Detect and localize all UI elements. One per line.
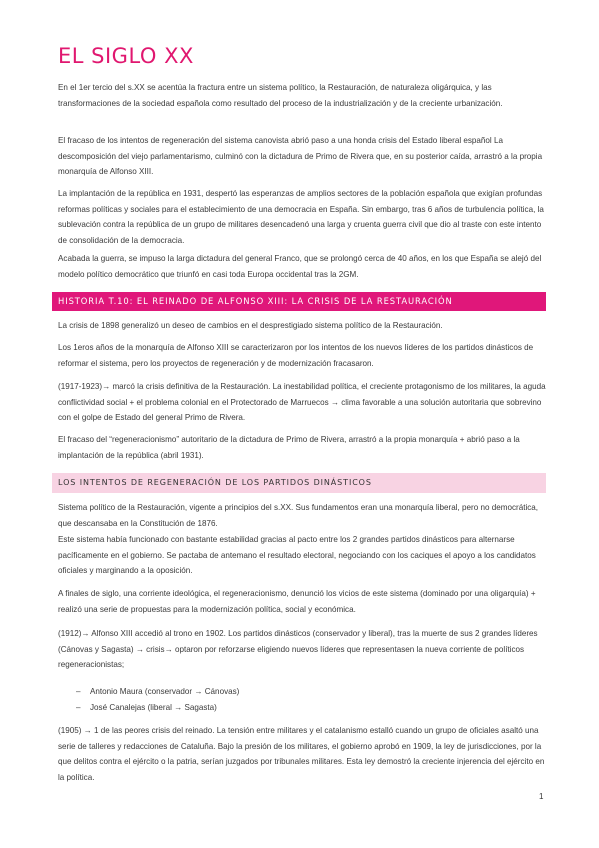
intro-paragraph-1: En el 1er tercio del s.XX se acentúa la fractura entre un sistema político, la Restauración, de naturaleza oligárquica, y las transformaciones de la sociedad española como resultado del proceso de la industrialización y de la creciente urbanización. <box>58 83 503 108</box>
section1-paragraph-1: La crisis de 1898 generalizó un deseo de cambios en el desprestigiado sistema político de la Restauración. <box>58 321 443 330</box>
page-title: EL SIGLO XX <box>58 44 194 68</box>
section-heading-banner <box>52 292 546 311</box>
section2-paragraph-1: Sistema político de la Restauración, vigente a principios del s.XX. Sus fundamentos eran una monarquía liberal, pero no democrática, que descansaba en la Constitución de 1876. <box>58 503 539 528</box>
section2-paragraph-4: (1912)→ Alfonso XIII accedió al trono en 1902. Los partidos dinásticos (conservador y liberal), tras la muerte de sus 2 grandes líderes (Cánovas y Sagasta) → crisis→ optaron por reforzarse eligiendo nuevos líderes que representasen la nueva corriente de políticos regeneracionistas; <box>58 629 538 669</box>
subsection-heading-band <box>52 473 546 493</box>
section1-paragraph-2: Los 1eros años de la monarquía de Alfonso XIII se caracterizaron por los intentos de los nuevos líderes de los partidos dinásticos de reformar el sistema, pero los proyectos de regeneración y de modernización fracasaron. <box>58 343 534 368</box>
subsection-heading-text: LOS INTENTOS DE REGENERACIÓN DE LOS PARTIDOS DINÁSTICOS <box>58 478 372 487</box>
section1-paragraph-4: El fracaso del “regeneracionismo” autoritario de la dictadura de Primo de Rivera, arrastró a la propia monarquía + abrió paso a la implantación de la república (abril 1931). <box>58 435 520 460</box>
section1-paragraph-3: (1917-1923)→ marcó la crisis definitiva de la Restauración. La inestabilidad política, el creciente protagonismo de los militares, la aguda conflictividad social + el problema colonial en el Protectorado de Marruecos → clima favorable a una solución autoritaria que sobrevino con el golpe de Estado del general Primo de Rivera. <box>58 382 546 422</box>
list-item-text: Antonio Maura (conservador → Cánovas) <box>90 687 240 696</box>
intro-paragraph-2: El fracaso de los intentos de regeneración del sistema canovista abrió paso a una honda crisis del Estado liberal español La descomposición del viejo parlamentarismo, culminó con la dictadura de Primo de Rivera que, en su posterior caída, arrastró a la propia monarquía de Alfonso XIII. <box>58 136 543 176</box>
page-number: 1 <box>539 792 544 801</box>
section-heading-text: HISTORIA T.10: EL REINADO DE ALFONSO XIII: LA CRISIS DE LA RESTAURACIÓN <box>58 296 453 306</box>
intro-paragraph-4: Acabada la guerra, se impuso la larga dictadura del general Franco, que se prolongó cerca de 40 años, en los que España se alejó del modelo político democrático que triunfó en casi toda Europa occidental tras la 2GM. <box>58 254 542 279</box>
intro-paragraph-3: La implantación de la república en 1931, despertó las esperanzas de amplios sectores de la población española que exigían profundas reformas políticas y sociales para el establecimiento de una democracia en España. Sin embargo, tras 6 años de turbulencia política, la sublevación contra la república de un grupo de militares desencadenó una larga y cruenta guerra civil que dio al traste con este intento de consolidación de la democracia. <box>58 189 544 245</box>
list-dash: – <box>76 687 81 696</box>
list-item <box>76 687 239 696</box>
list-dash: – <box>76 703 81 712</box>
section2-paragraph-3: A finales de siglo, una corriente ideológica, el regeneracionismo, denunció los vicios de este sistema (dominado por una oligarquía) + realizó una serie de propuestas para la modernización política, social y económica. <box>58 589 536 614</box>
list-item <box>76 703 217 712</box>
list-item-text: José Canalejas (liberal → Sagasta) <box>90 703 217 712</box>
section2-paragraph-2: Este sistema había funcionado con bastante estabilidad gracias al pacto entre los 2 grandes partidos dinásticos para alternarse pacíficamente en el gobierno. Se pactaba de antemano el resultado electoral, negociando con los caciques el apoyo a los candidatos oficiales y marginando a la oposición. <box>58 535 536 575</box>
section2-closing-paragraph: (1905) → 1 de las peores crisis del reinado. La tensión entre militares y el catalanismo estalló cuando un grupo de oficiales asaltó una serie de talleres y redacciones de Cataluña. Bajo la presión de los militares, el gobierno aprobó en 1909, la ley de jurisdicciones, por la que delitos contra el ejército o la patria, serían juzgados por tribunales militares. Esta ley demostró la creciente injerencia del ejército en la política. <box>58 726 545 782</box>
